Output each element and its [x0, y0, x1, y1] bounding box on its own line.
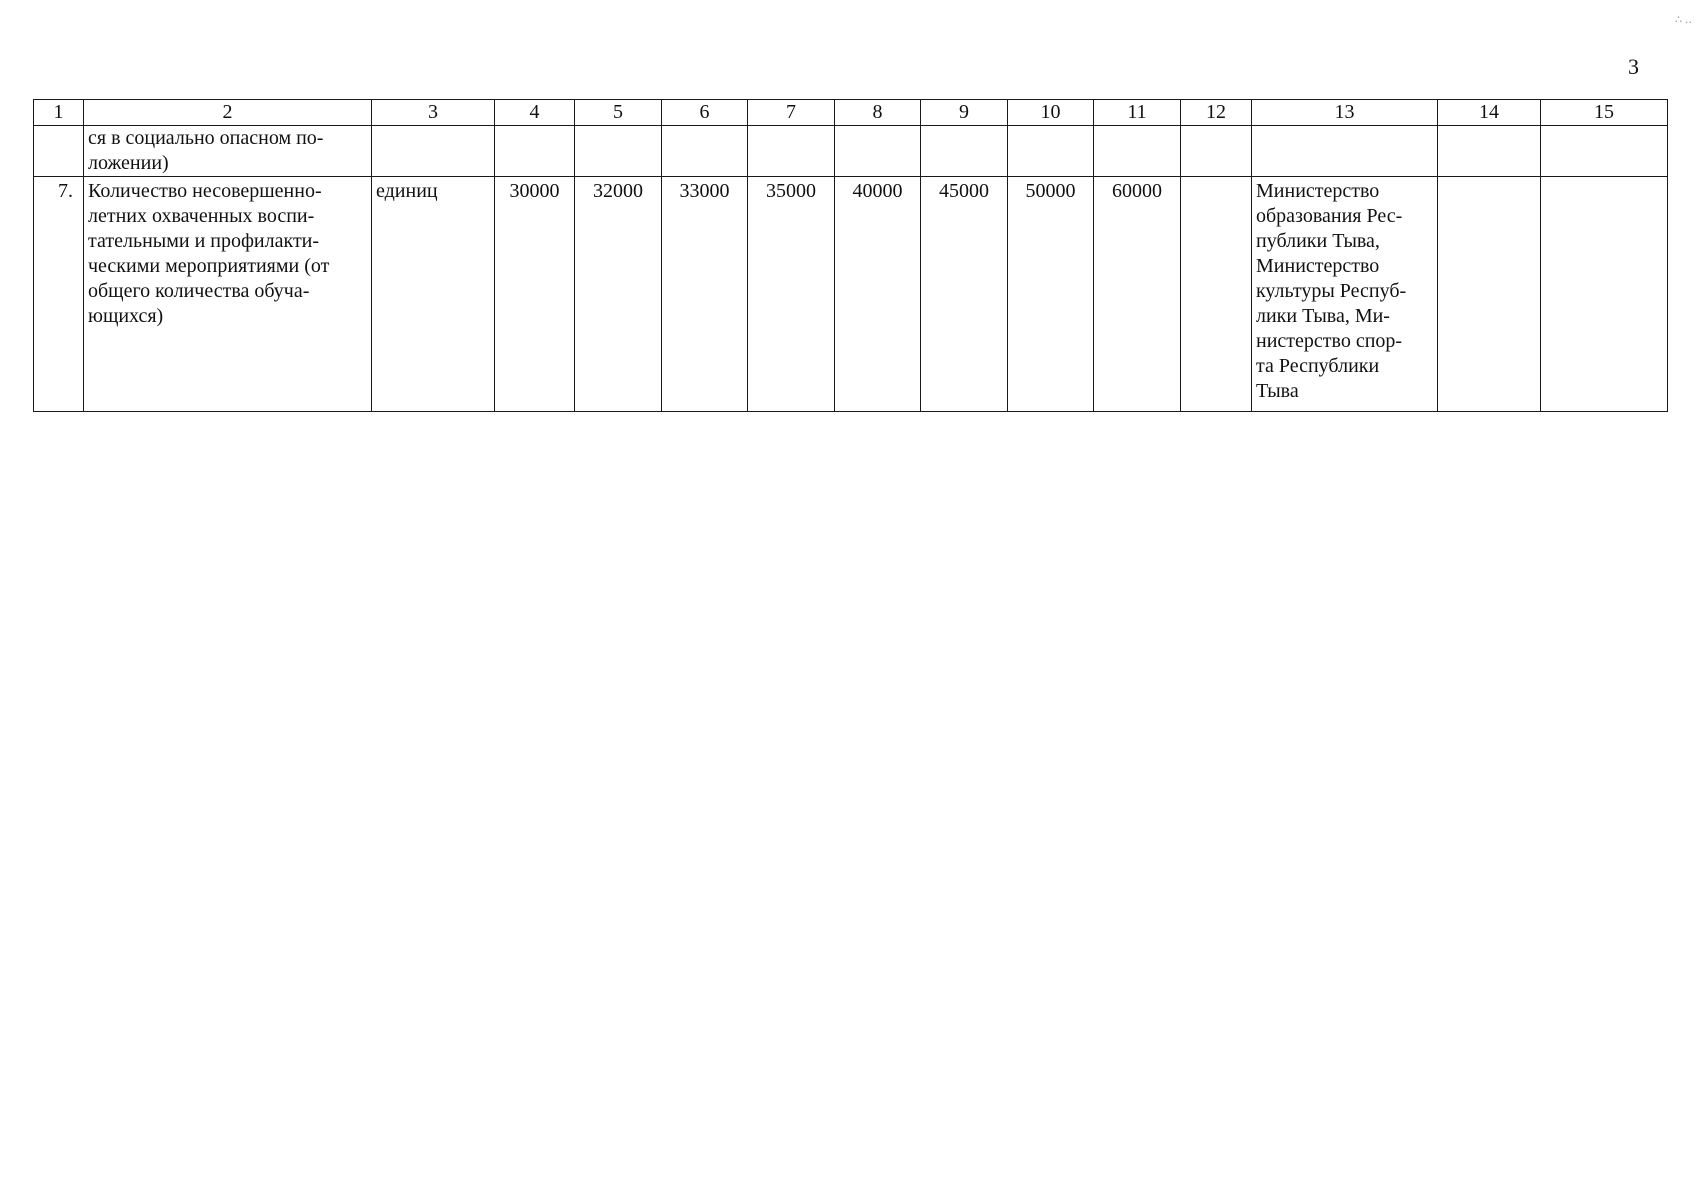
- cell-value: 35000: [748, 177, 835, 412]
- header-cell: 8: [835, 100, 921, 126]
- indicators-table: [33, 99, 1668, 412]
- cell-indicator-continued: ся в социально опасном по- ложении): [84, 126, 372, 177]
- cell-value: 32000: [575, 177, 662, 412]
- header-cell: 2: [84, 100, 372, 126]
- header-cell: 7: [748, 100, 835, 126]
- table-row-7: [34, 177, 1668, 412]
- header-cell: 3: [372, 100, 495, 126]
- cell-empty: [1252, 126, 1438, 177]
- cell-col14: [1438, 177, 1541, 412]
- scan-artifact: ∴ ‥: [1675, 14, 1693, 26]
- cell-empty: [495, 126, 575, 177]
- page-number: 3: [1628, 54, 1639, 79]
- cell-empty: [1541, 126, 1668, 177]
- cell-empty: [835, 126, 921, 177]
- header-cell: 14: [1438, 100, 1541, 126]
- header-cell: 12: [1181, 100, 1252, 126]
- cell-empty: [1181, 126, 1252, 177]
- cell-row-number: 7.: [34, 177, 84, 412]
- cell-responsible: Министерство образования Рес- публики Тыва, Министерство культуры Респуб- лики Тыва, Ми- нистерство спор- та Республики Тыва: [1252, 177, 1438, 412]
- cell-value: 33000: [662, 177, 748, 412]
- cell-value: 40000: [835, 177, 921, 412]
- cell-value: 60000: [1094, 177, 1181, 412]
- cell-num: [34, 126, 84, 177]
- header-cell: 9: [921, 100, 1008, 126]
- header-cell: 1: [34, 100, 84, 126]
- cell-value: [1181, 177, 1252, 412]
- cell-empty: [1008, 126, 1094, 177]
- cell-indicator: Количество несовершенно- летних охваченных воспи- тательными и профилакти- ческими мероприятиями (от общего количества обуча- ющихся): [84, 177, 372, 412]
- header-cell: 6: [662, 100, 748, 126]
- cell-col15: [1541, 177, 1668, 412]
- cell-unit: единиц: [372, 177, 495, 412]
- cell-empty: [1438, 126, 1541, 177]
- header-cell: 4: [495, 100, 575, 126]
- cell-empty: [921, 126, 1008, 177]
- header-cell: 5: [575, 100, 662, 126]
- cell-empty: [372, 126, 495, 177]
- cell-value: 50000: [1008, 177, 1094, 412]
- cell-value: 45000: [921, 177, 1008, 412]
- header-cell: 11: [1094, 100, 1181, 126]
- header-row: [34, 100, 1668, 126]
- cell-empty: [575, 126, 662, 177]
- cell-empty: [748, 126, 835, 177]
- header-cell: 10: [1008, 100, 1094, 126]
- header-cell: 13: [1252, 100, 1438, 126]
- table-row-continuation: [34, 126, 1668, 177]
- header-cell: 15: [1541, 100, 1668, 126]
- cell-empty: [1094, 126, 1181, 177]
- cell-empty: [662, 126, 748, 177]
- cell-value: 30000: [495, 177, 575, 412]
